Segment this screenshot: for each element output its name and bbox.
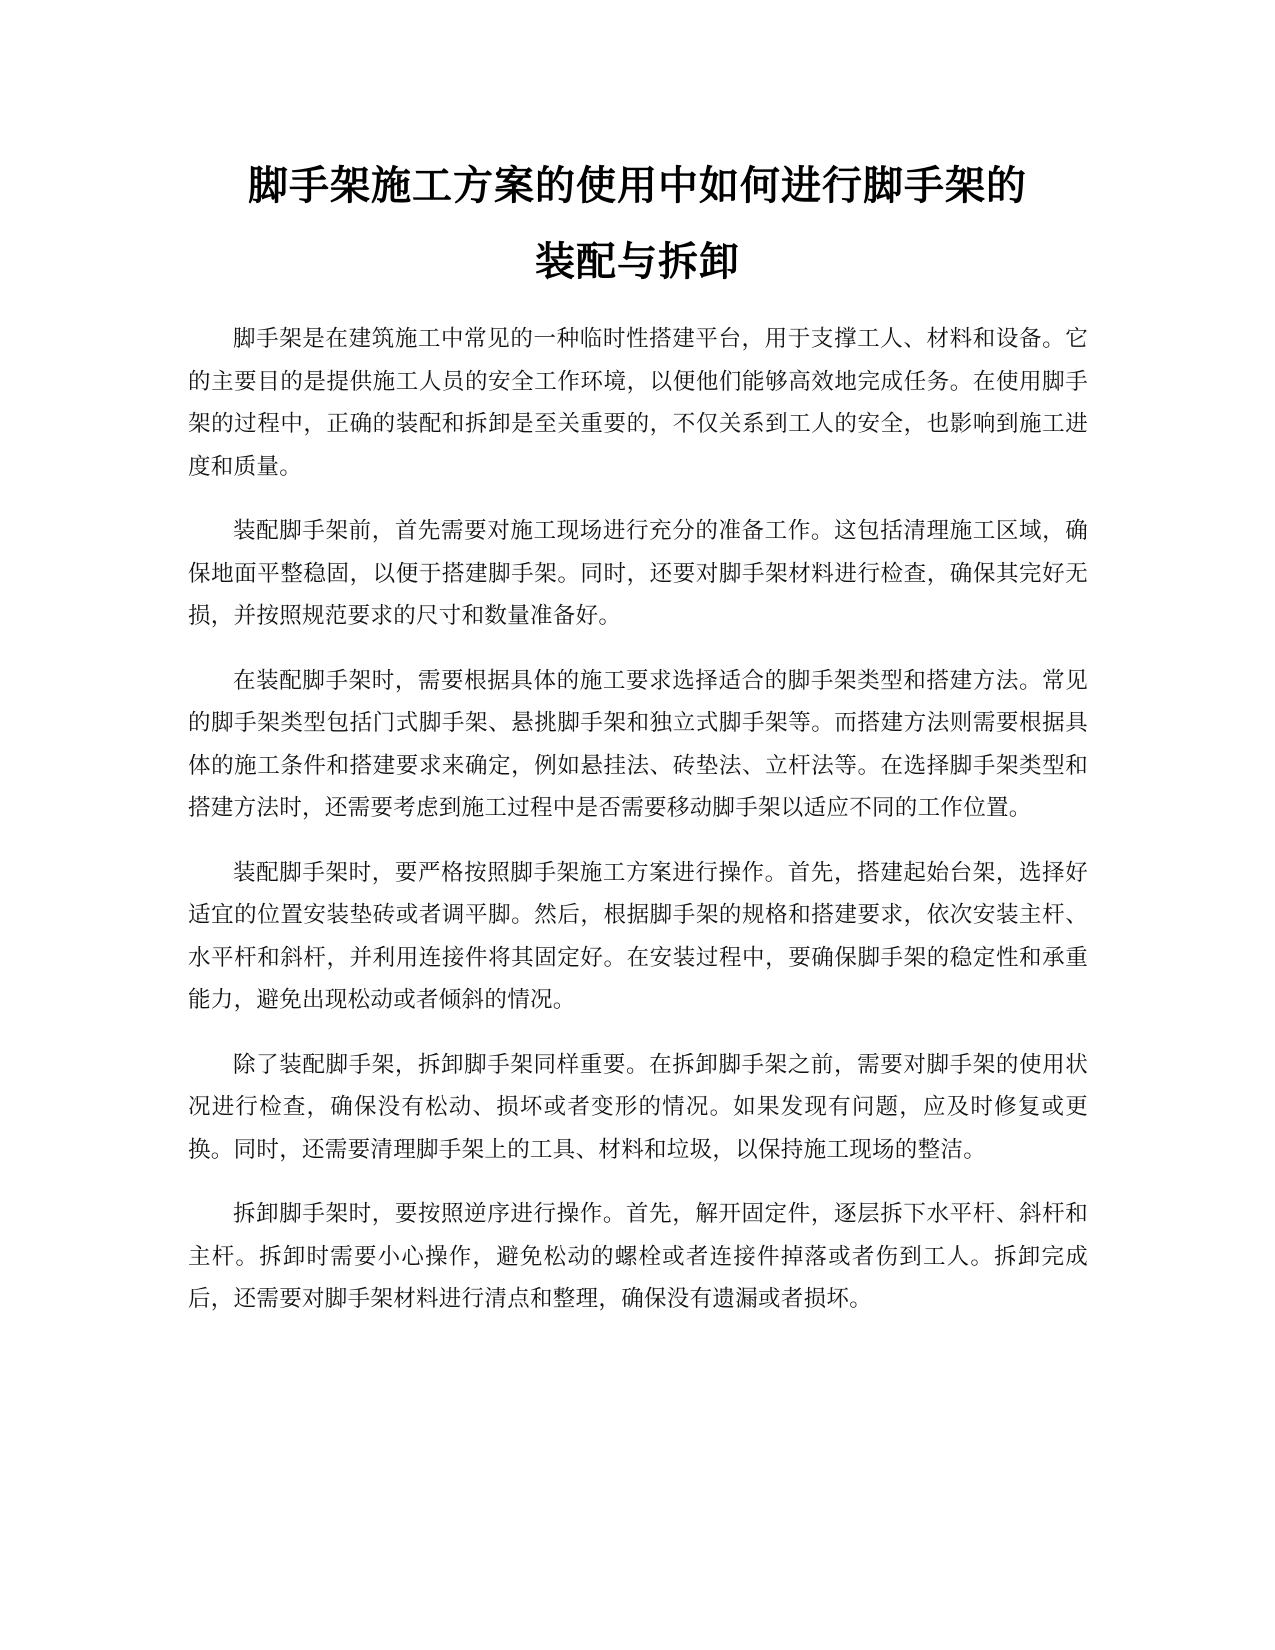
title-line-1: 脚手架施工方案的使用中如何进行脚手架的 (248, 163, 1027, 209)
paragraph-6: 拆卸脚手架时，要按照逆序进行操作。首先，解开固定件，逐层拆下水平杆、斜杆和主杆。拆卸时需要小心操作，避免松动的螺栓或者连接件掉落或者伤到工人。拆卸完成后，还需要对脚手架材料进行清点和整理，确保没有遗漏或者损坏。 (188, 1201, 1088, 1312)
paragraph-4: 装配脚手架时，要严格按照脚手架施工方案进行操作。首先，搭建起始台架，选择好适宜的位置安装垫砖或者调平脚。然后，根据脚手架的规格和搭建要求，依次安装主杆、水平杆和斜杆，并利用连接件将其固定好。在安装过程中，要确保脚手架的稳定性和承重能力，避免出现松动或者倾斜的情况。 (188, 859, 1088, 1013)
paragraph-5: 除了装配脚手架，拆卸脚手架同样重要。在拆卸脚手架之前，需要对脚手架的使用状况进行检查，确保没有松动、损坏或者变形的情况。如果发现有问题，应及时修复或更换。同时，还需要清理脚手架上的工具、材料和垃圾，以保持施工现场的整洁。 (188, 1051, 1088, 1163)
document-title (188, 148, 1088, 300)
document-body (188, 318, 1088, 1343)
title-line-2: 装配与拆卸 (535, 239, 740, 285)
paragraph-1: 脚手架是在建筑施工中常见的一种临时性搭建平台，用于支撑工人、材料和设备。它的主要目的是提供施工人员的安全工作环境，以便他们能够高效地完成任务。在使用脚手架的过程中，正确的装配和拆卸是至关重要的，不仅关系到工人的安全，也影响到施工进度和质量。 (188, 326, 1088, 480)
paragraph-3: 在装配脚手架时，需要根据具体的施工要求选择适合的脚手架类型和搭建方法。常见的脚手架类型包括门式脚手架、悬挑脚手架和独立式脚手架等。而搭建方法则需要根据具体的施工条件和搭建要求来确定，例如悬挂法、砖垫法、立杆法等。在选择脚手架类型和搭建方法时，还需要考虑到施工过程中是否需要移动脚手架以适应不同的工作位置。 (188, 667, 1088, 821)
paragraph-2: 装配脚手架前，首先需要对施工现场进行充分的准备工作。这包括清理施工区域，确保地面平整稳固，以便于搭建脚手架。同时，还要对脚手架材料进行检查，确保其完好无损，并按照规范要求的尺寸和数量准备好。 (188, 518, 1088, 629)
